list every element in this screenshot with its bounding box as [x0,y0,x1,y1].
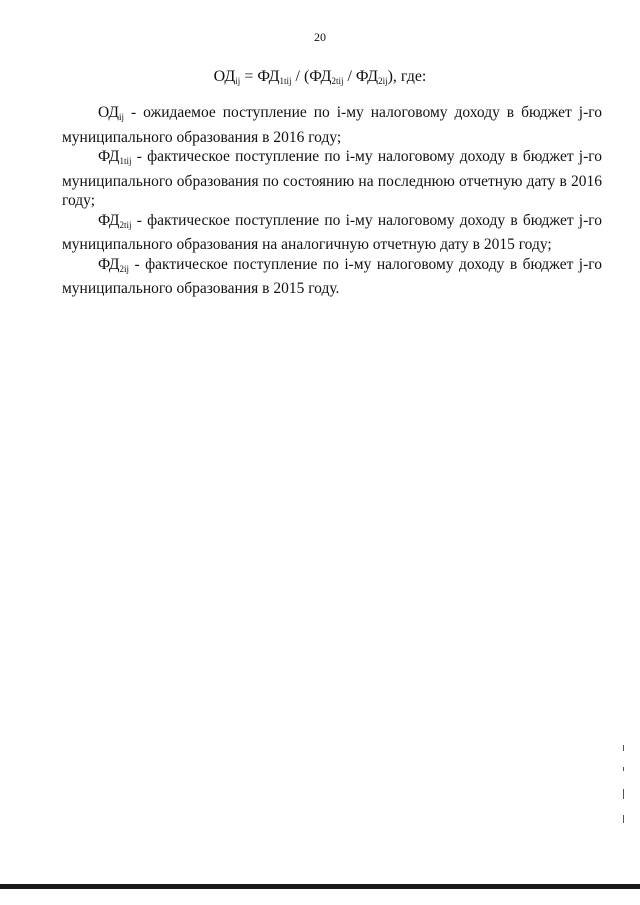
scan-edge-bar [0,884,640,889]
formula-od: ОД [213,68,236,85]
page-number: 20 [314,30,326,44]
formula-fd2-sub: 2tij [331,76,344,86]
formula-fd2: ФД [309,68,332,85]
definition-od [62,103,602,147]
definition-fd2ij [62,255,602,299]
definitions-list [62,103,602,299]
definition-fd1tij [62,147,602,211]
definition-symbol: ФД [98,255,120,273]
formula-od-sub: ij [235,76,241,86]
formula-div1: / ( [291,68,310,85]
formula-fd1: ФД [257,68,280,85]
definition-subscript: ij [119,112,125,122]
definition-fd2tij [62,211,602,255]
formula-div2: / [343,68,356,85]
definition-subscript: 1tij [119,156,132,166]
scan-artifact-marks [622,745,626,835]
formula-eq: = [240,68,258,85]
formula-fd1-sub: 1tij [279,76,292,86]
formula-fd3-sub: 2ij [378,76,388,86]
formula-fd3: ФД [355,68,379,85]
definition-text: - фактическое поступление по i-му налоговому доходу в бюджет j-го муниципального образования по состоянию на последнюю отчетную дату в 2016 году; [62,148,602,209]
formula [0,68,640,86]
definition-text: - ожидаемое поступление по i-му налоговому доходу в бюджет j-го муниципального образования в 2016 году; [62,104,602,146]
definition-symbol: ФД [98,148,120,165]
definition-symbol: ФД [98,211,120,229]
definition-subscript: 2tij [119,219,132,230]
definition-symbol: ОД [98,104,119,121]
formula-tail: ), где: [387,68,427,85]
definition-text: - фактическое поступление по i-му налоговому доходу в бюджет j-го муниципального образования в 2015 году. [62,255,602,297]
definition-text: - фактическое поступление по i-му налоговому доходу в бюджет j-го муниципального образования на аналогичную отчетную дату в 2015 году; [62,211,602,253]
definition-subscript: 2ij [119,263,129,274]
